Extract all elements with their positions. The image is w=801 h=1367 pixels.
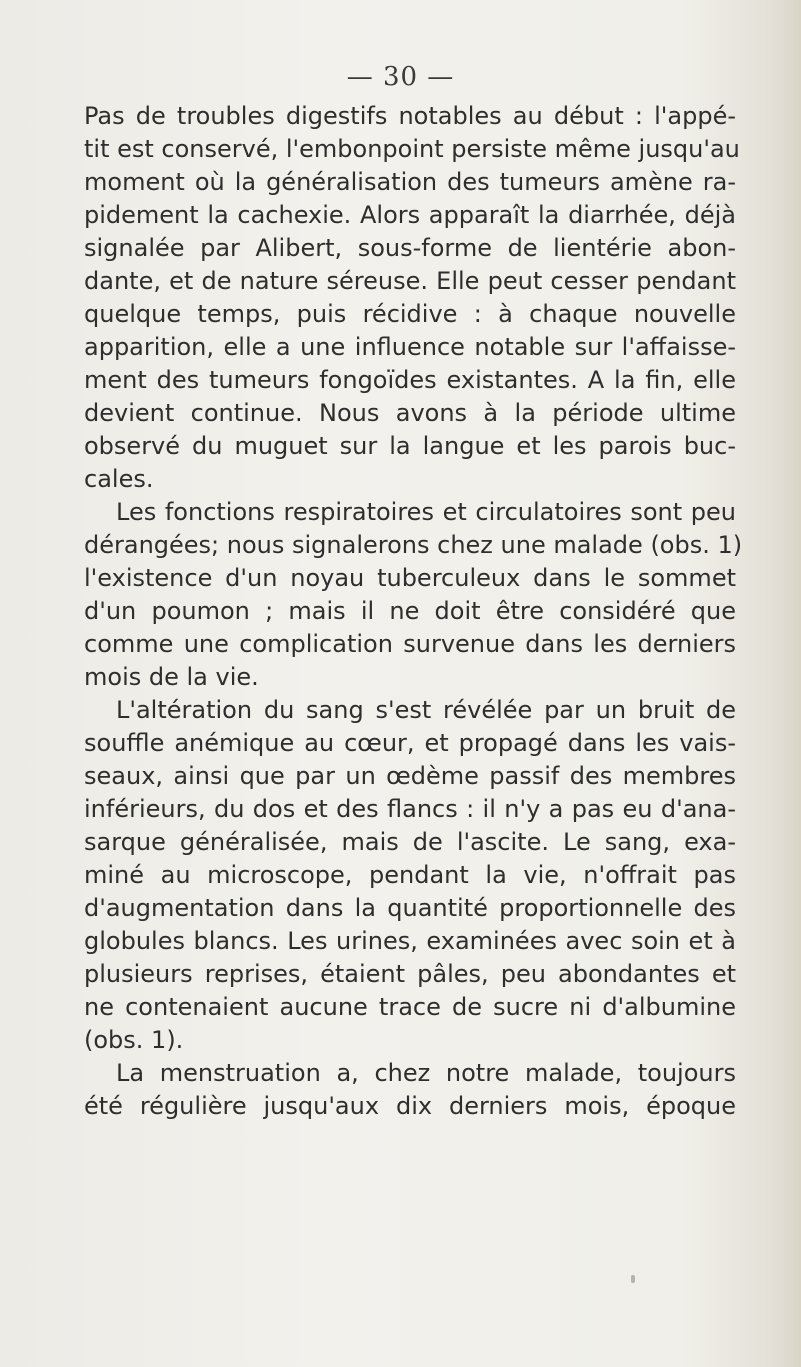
print-speck [631, 1275, 635, 1283]
text-line: comme une complication survenue dans les derniers [84, 630, 736, 658]
text-line: inférieurs, du dos et des flancs : il n'y a pas eu d'ana- [84, 795, 736, 823]
text-line: (obs. 1). [84, 1026, 184, 1054]
text-line: signalée par Alibert, sous-forme de lientérie abon- [84, 234, 736, 262]
text-line: l'existence d'un noyau tuberculeux dans le sommet [84, 564, 736, 592]
text-line: observé du muguet sur la langue et les parois buc- [84, 432, 736, 460]
text-line: ment des tumeurs fongoïdes existantes. A la fin, elle [84, 366, 736, 394]
text-line: Les fonctions respiratoires et circulatoires sont peu [116, 498, 736, 526]
text-line: apparition, elle a une influence notable sur l'affaisse- [84, 333, 736, 361]
text-line: souffle anémique au cœur, et propagé dans les vais- [84, 729, 736, 757]
page-number: — 30 — [346, 62, 455, 92]
text-line: globules blancs. Les urines, examinées avec soin et à [84, 927, 736, 955]
text-line: d'un poumon ; mais il ne doit être considéré que [84, 597, 736, 625]
text-line: d'augmentation dans la quantité proportionnelle des [84, 894, 736, 922]
text-line: tit est conservé, l'embonpoint persiste même jusqu'au [84, 135, 740, 163]
text-line: pidement la cachexie. Alors apparaît la diarrhée, déjà [84, 201, 736, 229]
text-line: dante, et de nature séreuse. Elle peut cesser pendant [84, 267, 736, 295]
text-line: été régulière jusqu'aux dix derniers mois, époque [84, 1092, 736, 1120]
text-line: miné au microscope, pendant la vie, n'offrait pas [84, 861, 736, 889]
text-line: devient continue. Nous avons à la période ultime [84, 399, 736, 427]
text-line: cales. [84, 465, 154, 493]
text-line: ne contenaient aucune trace de sucre ni d'albumine [84, 993, 736, 1021]
text-line: plusieurs reprises, étaient pâles, peu abondantes et [84, 960, 736, 988]
text-line: mois de la vie. [84, 663, 259, 691]
text-line: La menstruation a, chez notre malade, toujours [116, 1059, 736, 1087]
text-line: seaux, ainsi que par un œdème passif des membres [84, 762, 736, 790]
text-line: L'altération du sang s'est révélée par un bruit de [116, 696, 736, 724]
text-line: sarque généralisée, mais de l'ascite. Le sang, exa- [84, 828, 736, 856]
text-line: dérangées; nous signalerons chez une malade (obs. 1) [84, 531, 743, 559]
body-text [84, 100, 743, 1123]
text-line: quelque temps, puis récidive : à chaque nouvelle [84, 300, 736, 328]
text-line: moment où la généralisation des tumeurs amène ra- [84, 168, 736, 196]
text-line: Pas de troubles digestifs notables au début : l'appé- [84, 102, 736, 130]
